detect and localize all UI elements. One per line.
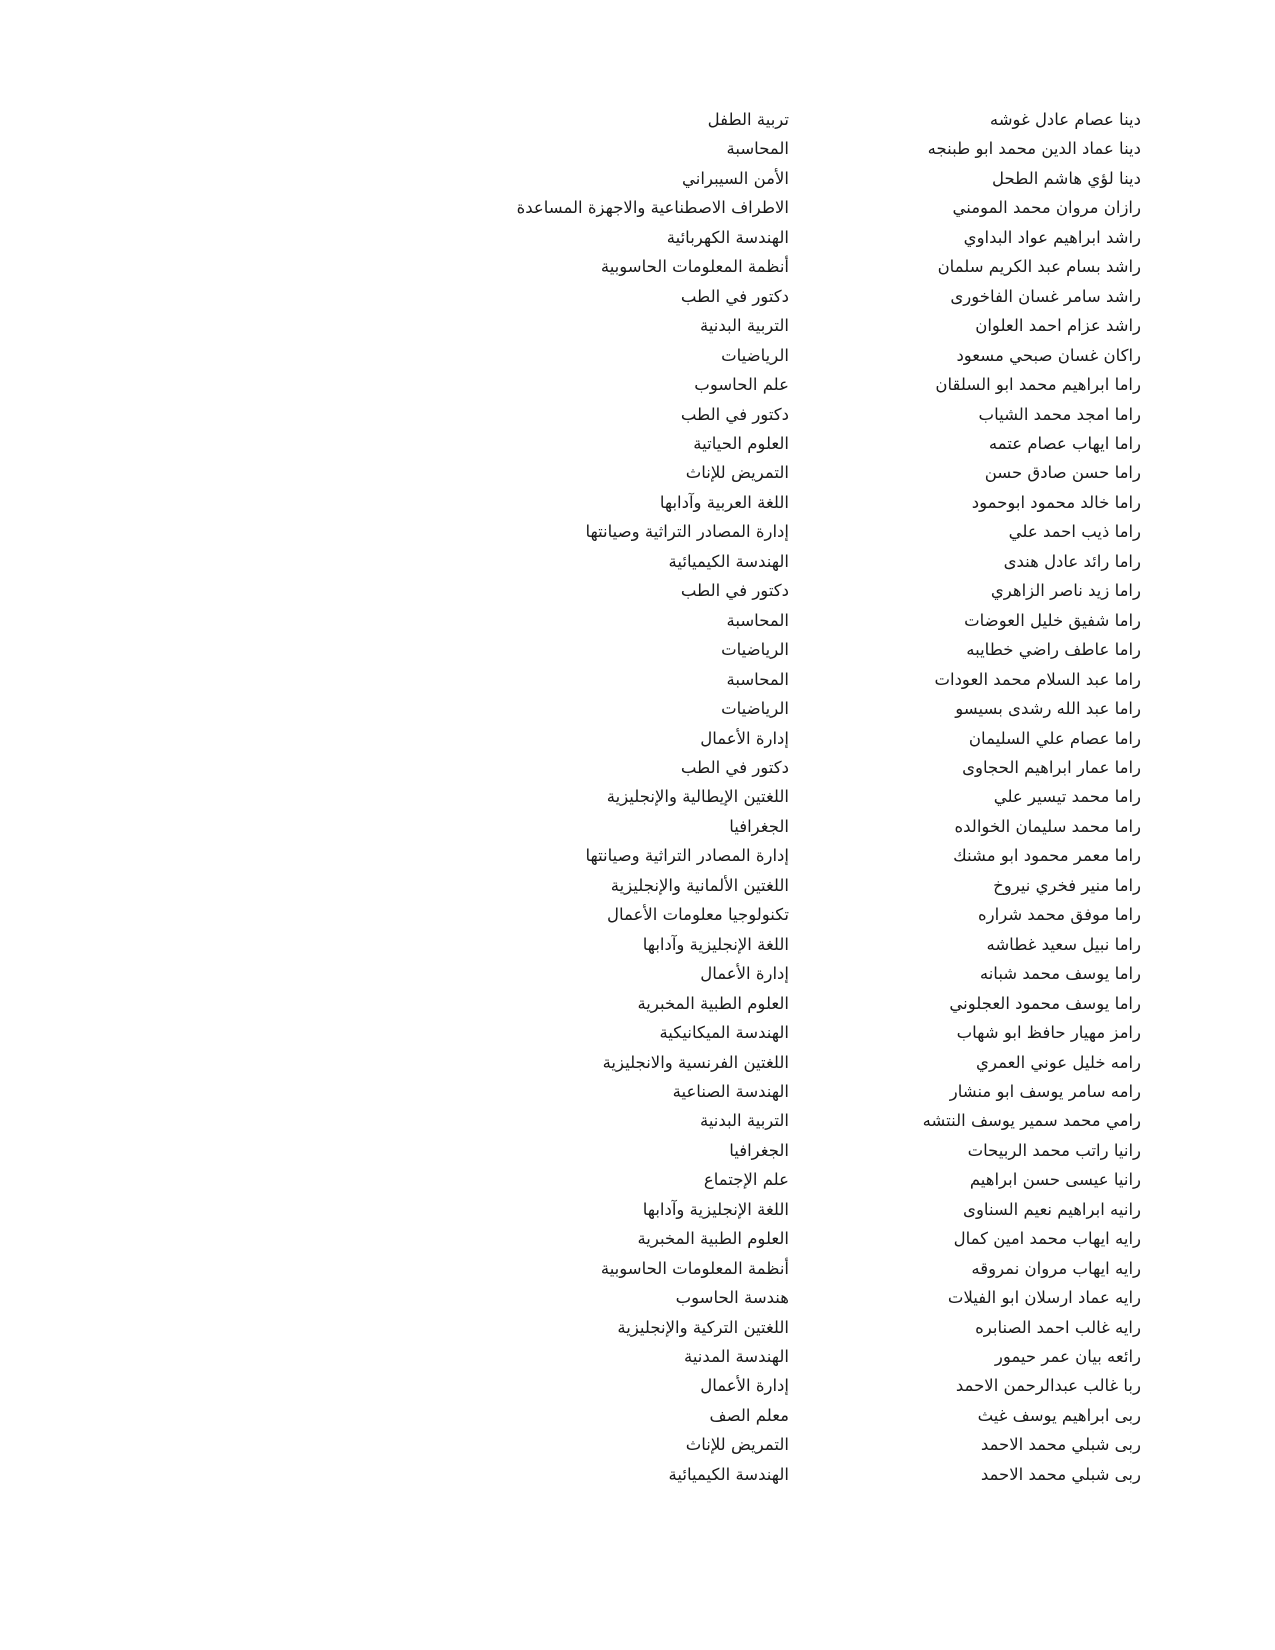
list-row bbox=[249, 1136, 1141, 1165]
student-name: راما خالد محمود ابوحمود bbox=[971, 492, 1141, 512]
list-row bbox=[249, 1430, 1141, 1459]
list-row bbox=[249, 282, 1141, 311]
student-name: راما امجد محمد الشياب bbox=[978, 404, 1141, 424]
student-name: ربا غالب عبدالرحمن الاحمد bbox=[955, 1376, 1141, 1396]
student-name: رامي محمد سمير يوسف النتشه bbox=[922, 1111, 1141, 1131]
student-name: رايه عماد ارسلان ابو الفيلات bbox=[947, 1288, 1141, 1308]
student-name: راما عبد السلام محمد العودات bbox=[934, 669, 1141, 689]
list-row bbox=[249, 1106, 1141, 1135]
list-row bbox=[249, 576, 1141, 605]
student-name: راما يوسف محمود العجلوني bbox=[949, 993, 1141, 1013]
major-name: اللغة الإنجليزية وآدابها bbox=[642, 934, 789, 954]
list-row bbox=[249, 547, 1141, 576]
list-row bbox=[249, 635, 1141, 664]
list-row bbox=[249, 400, 1141, 429]
student-major-list bbox=[249, 105, 1141, 1489]
student-name: رامه سامر يوسف ابو منشار bbox=[949, 1081, 1141, 1101]
major-name: العلوم الطبية المخبرية bbox=[637, 993, 789, 1013]
student-name: راما يوسف محمد شبانه bbox=[979, 964, 1141, 984]
student-name: راما ايهاب عصام عتمه bbox=[988, 433, 1141, 453]
major-name: هندسة الحاسوب bbox=[675, 1288, 789, 1308]
major-name: دكتور في الطب bbox=[680, 757, 789, 777]
major-name: معلم الصف bbox=[709, 1405, 789, 1425]
major-name: دكتور في الطب bbox=[680, 286, 789, 306]
list-row bbox=[249, 812, 1141, 841]
major-name: اللغة الإنجليزية وآدابها bbox=[642, 1199, 789, 1219]
list-row bbox=[249, 164, 1141, 193]
student-name: راما عبد الله رشدى بسيسو bbox=[955, 699, 1141, 719]
student-name: رايه ايهاب محمد امين كمال bbox=[953, 1229, 1141, 1249]
student-name: راما عاطف راضي خطايبه bbox=[966, 640, 1141, 660]
student-name: رانيا راتب محمد الربيحات bbox=[967, 1140, 1141, 1160]
list-row bbox=[249, 841, 1141, 870]
major-name: التمريض للإناث bbox=[685, 1435, 789, 1455]
major-name: المحاسبة bbox=[726, 669, 789, 689]
student-name: رايه ايهاب مروان نمروقه bbox=[971, 1258, 1141, 1278]
student-name: راشد عزام احمد العلوان bbox=[975, 316, 1141, 336]
major-name: اللغتين الإيطالية والإنجليزية bbox=[606, 787, 789, 807]
major-name: الهندسة الكهربائية bbox=[666, 227, 789, 247]
major-name: تربية الطفل bbox=[707, 110, 789, 129]
list-row bbox=[249, 989, 1141, 1018]
student-name: رايه غالب احمد الصنابره bbox=[975, 1317, 1141, 1337]
list-row bbox=[249, 252, 1141, 281]
student-name: راما عصام علي السليمان bbox=[968, 728, 1141, 748]
major-name: علم الحاسوب bbox=[694, 375, 789, 395]
major-name: اللغتين التركية والإنجليزية bbox=[617, 1317, 789, 1337]
student-name: راما نبيل سعيد غطاشه bbox=[986, 934, 1141, 954]
major-name: التمريض للإناث bbox=[685, 463, 789, 483]
list-row bbox=[249, 1077, 1141, 1106]
major-name: الرياضيات bbox=[721, 345, 789, 365]
student-name: دينا عصام عادل غوشه bbox=[989, 110, 1141, 129]
list-row bbox=[249, 429, 1141, 458]
major-name: الجغرافيا bbox=[729, 1140, 789, 1160]
list-row bbox=[249, 1165, 1141, 1194]
list-row bbox=[249, 311, 1141, 340]
student-name: دينا عماد الدين محمد ابو طبنجه bbox=[927, 139, 1141, 159]
student-name: رامه خليل عوني العمري bbox=[976, 1052, 1141, 1072]
major-name: أنظمة المعلومات الحاسوبية bbox=[600, 1258, 789, 1278]
student-name: راما محمد تيسير علي bbox=[993, 787, 1141, 807]
student-name: راشد ابراهيم عواد البداوي bbox=[963, 227, 1141, 247]
major-name: المحاسبة bbox=[726, 610, 789, 630]
major-name: علم الإجتماع bbox=[703, 1170, 789, 1190]
major-name: الهندسة المدنية bbox=[683, 1347, 789, 1367]
major-name: التربية البدنية bbox=[699, 316, 789, 336]
list-row bbox=[249, 1048, 1141, 1077]
student-name: راما موفق محمد شراره bbox=[978, 905, 1141, 925]
major-name: إدارة الأعمال bbox=[700, 728, 789, 748]
major-name: الأمن السيبراني bbox=[682, 168, 789, 188]
student-name: راما زيد ناصر الزاهري bbox=[990, 581, 1141, 601]
major-name: الجغرافيا bbox=[729, 816, 789, 836]
list-row bbox=[249, 694, 1141, 723]
major-name: الرياضيات bbox=[721, 640, 789, 660]
list-row bbox=[249, 193, 1141, 222]
major-name: الهندسة الكيميائية bbox=[668, 551, 789, 571]
major-name: إدارة الأعمال bbox=[700, 964, 789, 984]
list-row bbox=[249, 900, 1141, 929]
student-name: رائعه بيان عمر حيمور bbox=[994, 1347, 1141, 1367]
student-name: راكان غسان صبحي مسعود bbox=[956, 345, 1141, 365]
list-row bbox=[249, 341, 1141, 370]
major-name: اللغتين الفرنسية والانجليزية bbox=[602, 1052, 789, 1072]
list-row bbox=[249, 606, 1141, 635]
major-name: إدارة الأعمال bbox=[700, 1376, 789, 1396]
student-name: راما محمد سليمان الخوالده bbox=[954, 816, 1141, 836]
student-name: راما منير فخري نيروخ bbox=[993, 875, 1141, 895]
major-name: تكنولوجيا معلومات الأعمال bbox=[606, 905, 789, 925]
major-name: أنظمة المعلومات الحاسوبية bbox=[600, 257, 789, 277]
list-row bbox=[249, 1224, 1141, 1253]
major-name: اللغة العربية وآدابها bbox=[659, 492, 789, 512]
list-row bbox=[249, 370, 1141, 399]
list-row bbox=[249, 753, 1141, 782]
student-name: راما معمر محمود ابو مشنك bbox=[953, 846, 1141, 866]
major-name: إدارة المصادر التراثية وصيانتها bbox=[585, 846, 789, 866]
list-row bbox=[249, 1254, 1141, 1283]
student-name: رانيا عيسى حسن ابراهيم bbox=[969, 1170, 1141, 1190]
list-row bbox=[249, 1313, 1141, 1342]
list-row bbox=[249, 871, 1141, 900]
student-name: راشد سامر غسان الفاخورى bbox=[950, 286, 1141, 306]
major-name: دكتور في الطب bbox=[680, 581, 789, 601]
list-row bbox=[249, 665, 1141, 694]
list-row bbox=[249, 105, 1141, 134]
student-name: رازان مروان محمد المومني bbox=[952, 198, 1141, 218]
student-name: ربى شبلي محمد الاحمد bbox=[980, 1435, 1141, 1455]
list-row bbox=[249, 223, 1141, 252]
student-name: رانيه ابراهيم نعيم السناوى bbox=[963, 1199, 1141, 1219]
major-name: إدارة المصادر التراثية وصيانتها bbox=[585, 522, 789, 542]
list-row bbox=[249, 1371, 1141, 1400]
list-row bbox=[249, 517, 1141, 546]
major-name: دكتور في الطب bbox=[680, 404, 789, 424]
student-name: دينا لؤي هاشم الطحل bbox=[992, 168, 1141, 188]
major-name: العلوم الطبية المخبرية bbox=[637, 1229, 789, 1249]
major-name: الهندسة الكيميائية bbox=[668, 1464, 789, 1484]
list-row bbox=[249, 959, 1141, 988]
major-name: الهندسة الصناعية bbox=[672, 1081, 789, 1101]
student-name: رامز مهيار حافظ ابو شهاب bbox=[956, 1023, 1141, 1043]
list-row bbox=[249, 1460, 1141, 1489]
list-row bbox=[249, 134, 1141, 163]
student-name: راما شفيق خليل العوضات bbox=[964, 610, 1141, 630]
student-name: راشد بسام عبد الكريم سلمان bbox=[937, 257, 1141, 277]
list-row bbox=[249, 1283, 1141, 1312]
major-name: الرياضيات bbox=[721, 699, 789, 719]
major-name: اللغتين الألمانية والإنجليزية bbox=[610, 875, 789, 895]
student-name: راما ذيب احمد علي bbox=[1008, 522, 1141, 542]
student-name: راما ابراهيم محمد ابو السلقان bbox=[935, 375, 1141, 395]
student-name: ربى شبلي محمد الاحمد bbox=[980, 1464, 1141, 1484]
major-name: الاطراف الاصطناعية والاجهزة المساعدة bbox=[516, 198, 789, 218]
student-name: راما عمار ابراهيم الحجاوى bbox=[962, 757, 1141, 777]
list-row bbox=[249, 458, 1141, 487]
list-row bbox=[249, 488, 1141, 517]
major-name: التربية البدنية bbox=[699, 1111, 789, 1131]
major-name: المحاسبة bbox=[726, 139, 789, 159]
list-row bbox=[249, 1401, 1141, 1430]
student-name: راما حسن صادق حسن bbox=[984, 463, 1141, 483]
list-row bbox=[249, 724, 1141, 753]
student-name: راما رائد عادل هندى bbox=[1003, 551, 1141, 571]
list-row bbox=[249, 1342, 1141, 1371]
list-row bbox=[249, 1018, 1141, 1047]
student-name: ربى ابراهيم يوسف غيث bbox=[977, 1405, 1141, 1425]
major-name: الهندسة الميكانيكية bbox=[659, 1023, 789, 1043]
list-row bbox=[249, 782, 1141, 811]
list-row bbox=[249, 1195, 1141, 1224]
major-name: العلوم الحياتية bbox=[693, 433, 789, 453]
list-row bbox=[249, 930, 1141, 959]
